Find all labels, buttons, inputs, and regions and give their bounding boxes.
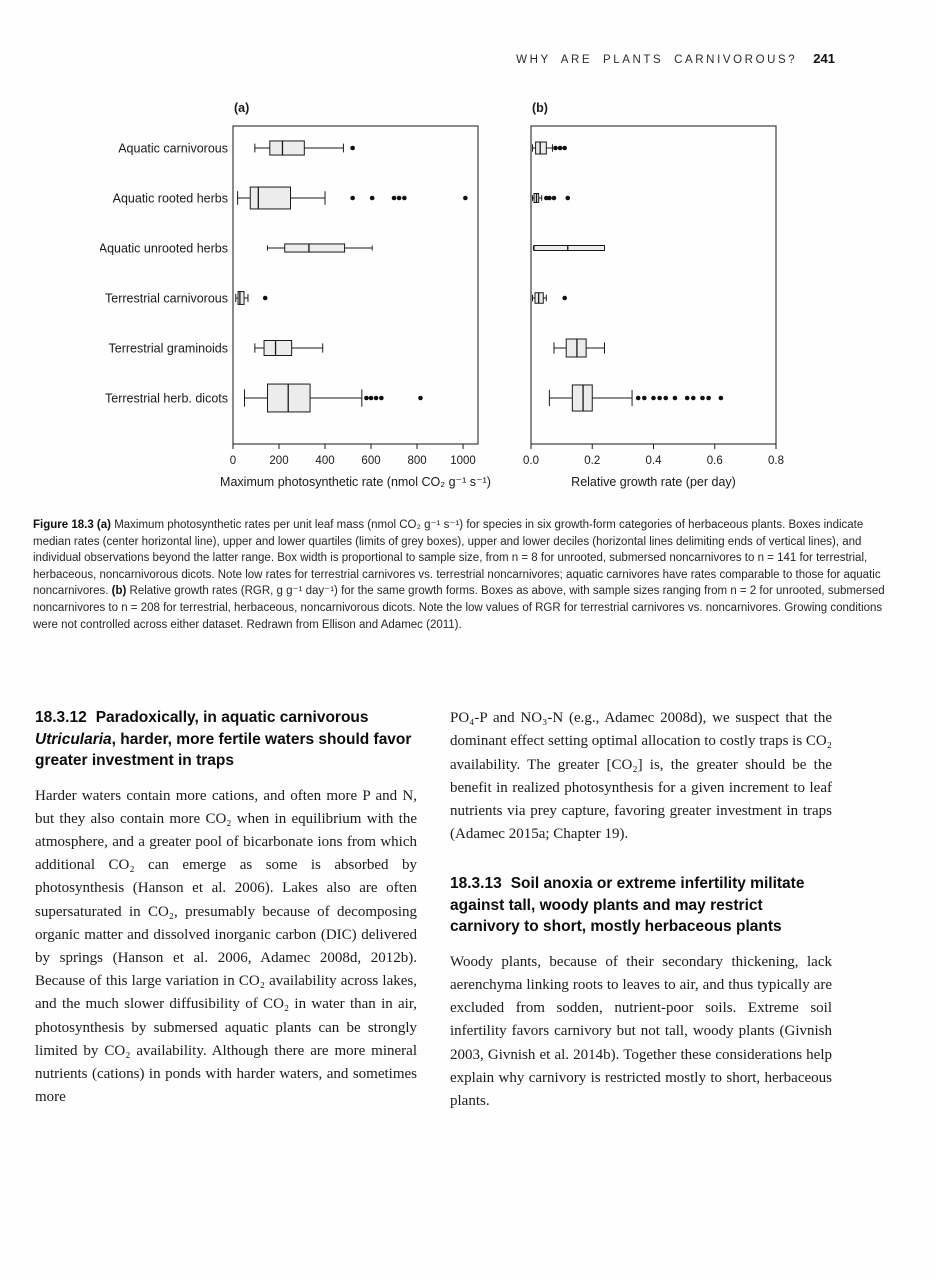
text-columns [0,707,936,1113]
page-number: 241 [813,51,835,66]
figure-caption-label: Figure 18.3 [33,519,94,531]
body-paragraph-right-2: Woody plants, because of their secondary thickening, lack aerenchyma linking roots to leaves to air, and thus typically are excluded from sodden, nutrient-poor soils. Extreme soil infertility favors carnivory but not tall, woody plants (Givnish 2003, Givnish et al. 2014b). Together these considerations help explain why carnivory is restricted mostly to short, herbaceous plants. [450,953,832,1110]
svg-text:0.4: 0.4 [645,455,662,467]
svg-text:Relative growth rate (per day): Relative growth rate (per day) [571,475,736,489]
svg-text:0.6: 0.6 [706,455,723,467]
svg-text:Aquatic rooted herbs: Aquatic rooted herbs [112,191,228,206]
figure-caption-marker-a: (a) [96,519,111,531]
svg-text:Maximum photosynthetic rate (n: Maximum photosynthetic rate (nmol CO₂ g⁻¹ s⁻¹) [220,475,491,489]
svg-text:600: 600 [361,455,381,467]
svg-text:Terrestrial carnivorous: Terrestrial carnivorous [105,291,228,306]
section-title: Soil anoxia or extreme infertility militate against tall, woody plants and may restrict carnivory to short, mostly herbaceous plants [450,875,805,936]
running-head: WHY ARE PLANTS CARNIVOROUS? [516,54,798,66]
section-title-pre: Paradoxically, in aquatic carnivorous [95,709,369,727]
svg-text:200: 200 [269,455,289,467]
column-left [35,707,417,1109]
page-header [0,0,936,68]
section-number: 18.3.12 [35,709,87,727]
body-paragraph-right-1: PO₄-P and NO₃-N (e.g., Adamec 2008d), we suspect that the dominant effect setting optimal allocation to costly traps is CO₂ availability. The greater [CO₂] is, the greater should be the benefit in realized photosynthesis for a given increment to leaf nutrients via prey capture, favoring greater investment in traps (Adamec 2015a; Chapter 19). [450,710,832,843]
svg-text:(a): (a) [234,101,250,115]
svg-text:800: 800 [407,455,427,467]
svg-text:0.0: 0.0 [523,455,539,467]
svg-text:Terrestrial graminoids: Terrestrial graminoids [108,341,228,356]
svg-text:0: 0 [229,455,237,467]
column-right [450,707,832,1113]
figure-caption-text-b: Relative growth rates (RGR, g g⁻¹ day⁻¹) for the same growth forms. Boxes as above, with sample sizes ranging from n = 2 for unrooted, submersed noncarnivores to n = 208 for terrestrial, herbaceous, noncarnivorous dicots. Note the low values of RGR for terrestrial carnivores vs. noncarnivores. Growing conditions were not controlled across either dataset. Redrawn from Ellison and Adamec (2011). [33,585,885,631]
section-heading-18-3-12 [35,707,417,772]
figure-caption-text-a: Maximum photosynthetic rates per unit leaf mass (nmol CO₂ g⁻¹ s⁻¹) for species in six growth-form categories of herbaceous plants. Boxes indicate median rates (center horizontal line), upper and lower quartiles (limits of grey boxes), upper and lower deciles (horizontal lines delimiting ends of vertical lines), and individual observations beyond the latter range. Box width is proportional to sample size, from n = 8 for unrooted, submersed noncarnivores to n = 141 for terrestrial, herbaceous, noncarnivorous dicots. Note low rates for terrestrial carnivores vs. terrestrial noncarnivores; aquatic carnivores have rates comparable to those for aquatic noncarnivores. [33,519,881,598]
section-number: 18.3.13 [450,875,502,893]
svg-text:400: 400 [315,455,335,467]
svg-text:0.8: 0.8 [768,455,784,467]
figure-chart [100,96,910,501]
section-heading-18-3-13 [450,873,832,938]
section-title-italic: Utricularia [35,730,112,748]
figure-caption [33,517,903,633]
boxplot-figure-svg [100,96,910,501]
svg-text:0.2: 0.2 [584,455,601,467]
svg-text:1000: 1000 [450,455,476,467]
svg-text:Aquatic unrooted herbs: Aquatic unrooted herbs [100,241,228,256]
svg-text:Terrestrial herb. dicots: Terrestrial herb. dicots [105,391,228,406]
svg-text:(b): (b) [532,101,548,115]
svg-text:Aquatic carnivorous: Aquatic carnivorous [118,141,228,156]
figure-caption-marker-b: (b) [111,585,127,598]
body-paragraph-left: Harder waters contain more cations, and often more P and N, but they also contain more CO₂ when in equilibrium with the atmosphere, and a greater pool of bicarbonate ions from which additional CO₂ can emerge as some is absorbed by photosynthesis (Hanson et al. 2006). Lakes also are often supersaturated in CO₂, presumably because of decomposing organic matter and dissolved inorganic carbon (DIC) delivered by springs (Hanson et al. 2006, Adamec 2008d, 2012b). Because of this large variation in CO₂ availability across lakes, and the much slower diffusibility of CO₂ in water than in air, photosynthesis by submersed aquatic plants can be strongly limited by CO₂ availability. Although there are more mineral nutrients (cations) in ponds with harder waters, and sometimes more [35,787,417,1106]
section-title-post: , harder, more fertile waters should favor greater investment in traps [35,730,412,770]
